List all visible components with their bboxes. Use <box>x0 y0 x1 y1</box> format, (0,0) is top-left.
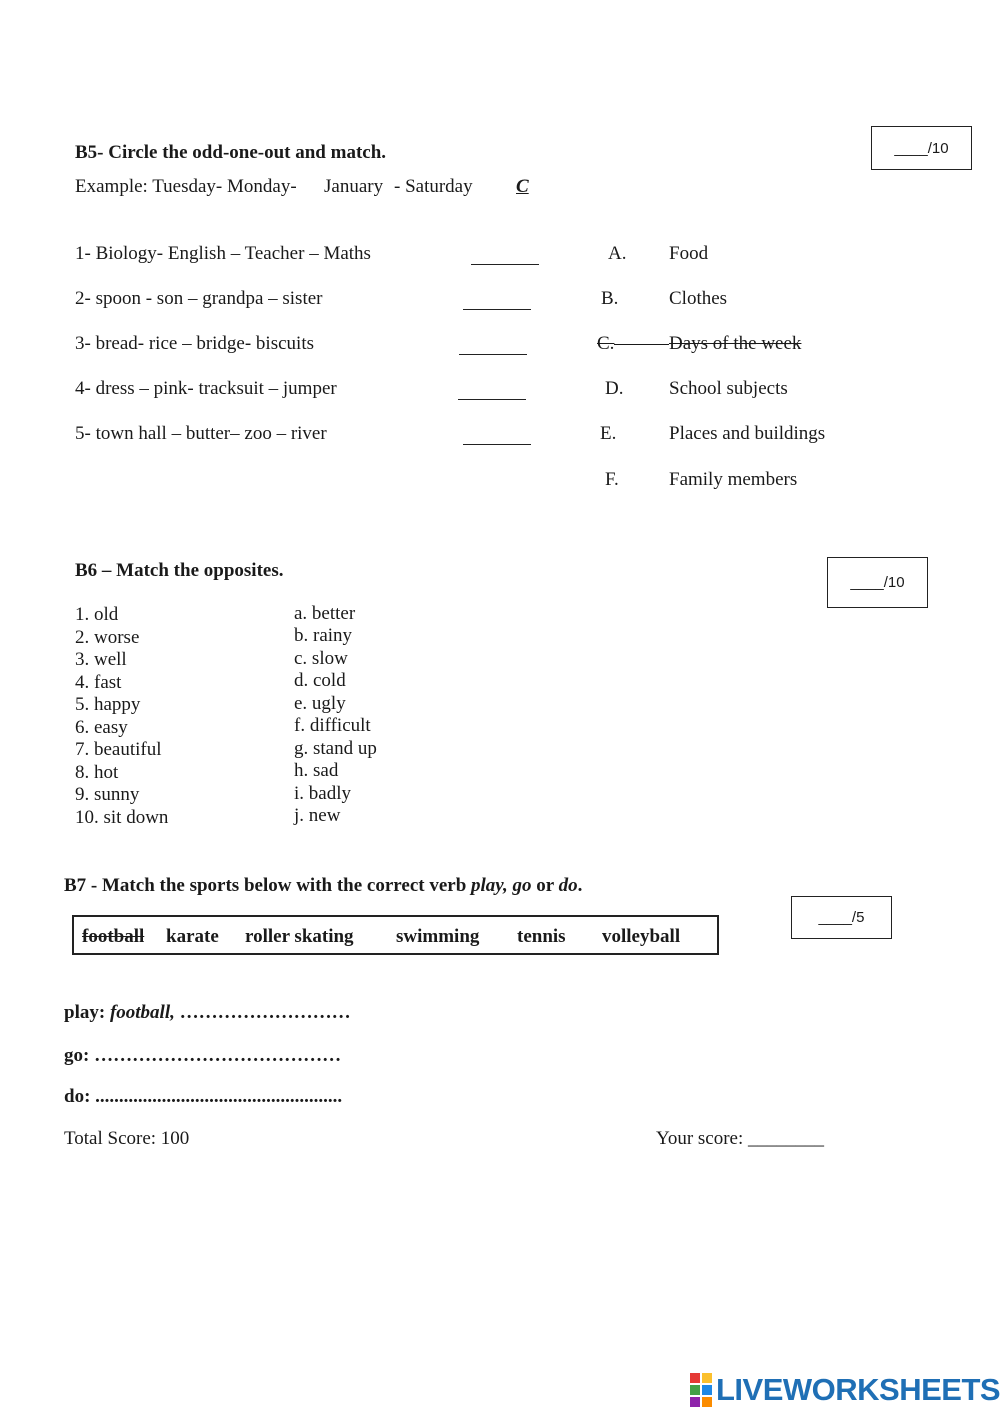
b6-left-3: 3. well <box>75 649 127 670</box>
b7-verb-go: go <box>512 875 532 896</box>
b5-example-word4: - Saturday <box>394 176 473 197</box>
b6-left-7: 7. beautiful <box>75 739 162 760</box>
logo-block <box>690 1385 700 1395</box>
b7-title-start: B7 - Match the sports below with the correct verb <box>64 875 472 896</box>
b7-verb-do: do <box>558 875 578 896</box>
b7-play-answer-field[interactable]: ……………………… <box>179 1002 351 1023</box>
b6-left-1: 1. old <box>75 604 119 625</box>
b7-word-roller-skating: roller skating <box>245 926 354 947</box>
b5-option-letter-f: F. <box>605 469 619 490</box>
b5-item-1: 1- Biology- English – Teacher – Maths <box>75 243 371 264</box>
b6-right-e: e. ugly <box>294 693 346 714</box>
b7-word-box <box>72 915 719 955</box>
b5-item-3: 3- bread- rice – bridge- biscuits <box>75 333 314 354</box>
b5-answer-blank-1[interactable] <box>471 263 539 265</box>
b7-title <box>64 875 582 897</box>
b5-answer-blank-4[interactable] <box>458 398 526 400</box>
b7-play-example: football, <box>109 1002 175 1023</box>
b7-do-line <box>64 1086 342 1108</box>
b7-play-label: play: <box>64 1002 106 1023</box>
b5-example-answer: C <box>516 176 529 197</box>
b5-answer-blank-3[interactable] <box>459 353 527 355</box>
b7-verb-play: play, <box>471 875 508 896</box>
b5-option-letter-a: A. <box>608 243 627 264</box>
liveworksheets-logo <box>690 1372 1000 1408</box>
b7-do-label: do: <box>64 1086 91 1107</box>
b7-word-karate: karate <box>166 926 219 947</box>
b7-title-or: or <box>531 875 559 896</box>
b5-option-text-a: Food <box>669 243 709 264</box>
b6-right-f: f. difficult <box>294 715 371 736</box>
logo-block <box>702 1385 712 1395</box>
total-score: Total Score: 100 <box>64 1128 190 1149</box>
b6-left-8: 8. hot <box>75 762 119 783</box>
b7-go-answer-field[interactable]: ………………………………… <box>94 1045 342 1066</box>
b7-word-tennis: tennis <box>517 926 566 947</box>
b5-answer-blank-5[interactable] <box>463 443 531 445</box>
b7-title-period: . <box>577 875 583 896</box>
b5-option-text-d: School subjects <box>669 378 788 399</box>
b7-go-line <box>64 1045 341 1067</box>
b7-go-label: go: <box>64 1045 90 1066</box>
b6-left-6: 6. easy <box>75 717 128 738</box>
your-score: Your score: ________ <box>656 1128 825 1149</box>
b7-score-box: ____/5 <box>791 896 892 939</box>
b6-left-5: 5. happy <box>75 694 141 715</box>
b6-right-i: i. badly <box>294 783 351 804</box>
b5-option-letter-d: D. <box>605 378 624 399</box>
b5-option-letter-e: E. <box>600 423 617 444</box>
b6-left-4: 4. fast <box>75 672 122 693</box>
b6-right-h: h. sad <box>294 760 339 781</box>
b6-left-2: 2. worse <box>75 627 140 648</box>
logo-block <box>690 1373 700 1383</box>
b5-option-letter-c: C. <box>597 333 615 354</box>
b5-example-label: Example: Tuesday- Monday- <box>75 176 297 197</box>
b6-right-j: j. new <box>294 805 341 826</box>
b6-right-g: g. stand up <box>294 738 377 759</box>
b5-option-text-c: Days of the week <box>669 333 802 354</box>
b6-right-a: a. better <box>294 603 356 624</box>
logo-block <box>690 1397 700 1407</box>
b5-item-5: 5- town hall – butter– zoo – river <box>75 423 327 444</box>
b7-word-volleyball: volleyball <box>602 926 681 947</box>
logo-block <box>702 1397 712 1407</box>
b5-item-2: 2- spoon - son – grandpa – sister <box>75 288 323 309</box>
b5-option-letter-b: B. <box>601 288 619 309</box>
logo-blocks-icon <box>690 1373 712 1407</box>
b5-score-box: ____/10 <box>871 126 972 170</box>
b5-option-c-strike-line <box>614 344 669 345</box>
b7-play-line <box>64 1002 351 1024</box>
b6-score-box: ____/10 <box>827 557 928 608</box>
b5-example-word3: January <box>324 176 384 197</box>
logo-text: LIVEWORKSHEETS <box>716 1372 1000 1407</box>
b5-answer-blank-2[interactable] <box>463 308 531 310</box>
b5-option-text-b: Clothes <box>669 288 728 309</box>
b7-do-answer-field[interactable]: .................................................... <box>95 1086 343 1107</box>
b5-option-text-f: Family members <box>669 469 798 490</box>
b6-right-b: b. rainy <box>294 625 353 646</box>
b5-title: B5- Circle the odd-one-out and match. <box>75 142 387 163</box>
b5-item-4: 4- dress – pink- tracksuit – jumper <box>75 378 337 399</box>
b6-right-c: c. slow <box>294 648 348 669</box>
b5-option-text-e: Places and buildings <box>669 423 826 444</box>
b6-right-d: d. cold <box>294 670 346 691</box>
b6-left-9: 9. sunny <box>75 784 140 805</box>
b6-left-10: 10. sit down <box>75 807 169 828</box>
b7-word-swimming: swimming <box>396 926 480 947</box>
logo-block <box>702 1373 712 1383</box>
b6-title: B6 – Match the opposites. <box>75 560 284 581</box>
b7-word-football: football <box>82 926 145 947</box>
